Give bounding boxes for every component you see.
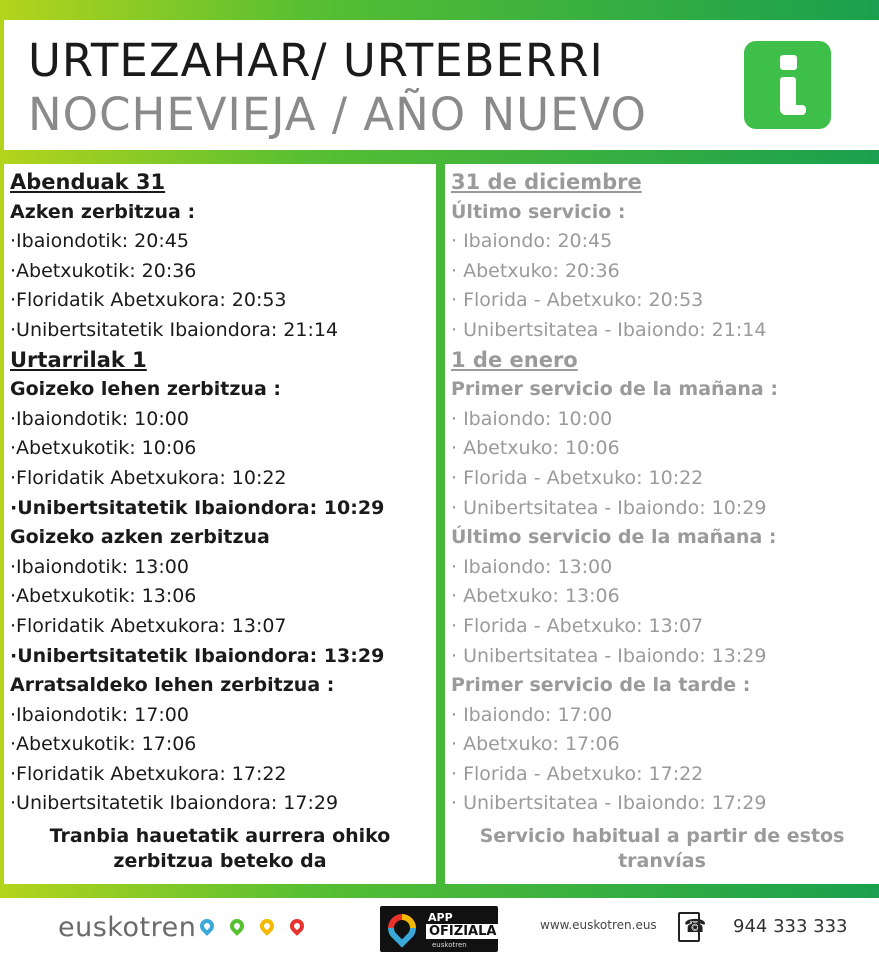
schedule-entry: · Ibaiondo: 13:00 [451,555,613,578]
schedule-entry: · Florida - Abetxuko: 10:22 [451,466,704,489]
schedule-entry: ·Abetxukotik: 17:06 [10,733,197,756]
schedule-heading: Goizeko azken zerbitzua [10,526,270,549]
schedule-date: 1 de enero [451,347,578,372]
app-badge[interactable] [380,906,498,952]
schedule-entry: · Unibertsitatea - Ibaiondo: 13:29 [451,644,767,667]
schedule-entry: · Ibaiondo: 20:45 [451,230,613,253]
schedule-heading: Azken zerbitzua : [10,200,196,223]
schedule-heading: Primer servicio de la mañana : [451,378,778,401]
schedule-entry: · Florida - Abetxuko: 13:07 [451,614,704,637]
schedule-date: Urtarrilak 1 [10,347,147,372]
basque-note-line1: Tranbia hauetatik aurrera ohiko [49,825,391,847]
title-basque: URTEZAHAR/ URTEBERRI [28,34,604,87]
schedule-entry: · Abetxuko: 13:06 [451,585,620,608]
phone-number[interactable]: 944 333 333 [733,916,848,937]
pin-icon [287,916,307,936]
schedule-entry: ·Abetxukotik: 13:06 [10,585,197,608]
app-badge-line3: euskotren [432,941,467,949]
schedule-entry: ·Abetxukotik: 10:06 [10,437,197,460]
schedule-entry: ·Unibertsitatetik Ibaiondora: 13:29 [10,644,385,667]
schedule-entry: ·Unibertsitatetik Ibaiondora: 21:14 [10,318,339,341]
spanish-panel [445,164,879,884]
app-logo-icon [382,908,422,948]
schedule-entry: ·Floridatik Abetxukora: 10:22 [10,466,287,489]
schedule-entry: ·Unibertsitatetik Ibaiondora: 10:29 [10,496,385,519]
schedule-entry: · Florida - Abetxuko: 20:53 [451,289,704,312]
schedule-heading: Último servicio : [451,200,626,223]
schedule-entry: · Ibaiondo: 17:00 [451,703,613,726]
spanish-note-line1: Servicio habitual a partir de estos [479,825,845,847]
schedule-entry: ·Ibaiondotik: 10:00 [10,407,189,430]
schedule-entry: ·Ibaiondotik: 20:45 [10,230,189,253]
schedule-entry: · Abetxuko: 20:36 [451,259,620,282]
schedule-heading: Goizeko lehen zerbitzua : [10,378,281,401]
footer-bar [0,898,879,958]
schedule-entry: · Abetxuko: 10:06 [451,437,620,460]
spanish-note [445,824,879,874]
spanish-schedule [451,168,778,819]
schedule-entry: · Ibaiondo: 10:00 [451,407,613,430]
spanish-note-line2: tranvías [618,850,706,872]
schedule-date: Abenduak 31 [10,170,166,194]
pin-icon [197,916,217,936]
schedule-entry: ·Floridatik Abetxukora: 13:07 [10,614,287,637]
phone-icon: ☎ [678,912,700,942]
schedule-entry: · Unibertsitatea - Ibaiondo: 10:29 [451,496,767,519]
schedule-entry: ·Floridatik Abetxukora: 17:22 [10,762,287,785]
schedule-entry: · Abetxuko: 17:06 [451,733,620,756]
header [4,20,879,150]
basque-schedule [10,168,384,819]
schedule-heading: Arratsaldeko lehen zerbitzua : [10,674,335,697]
info-icon [744,41,831,129]
basque-note-line2: zerbitzua beteko da [113,850,327,872]
schedule-entry: ·Abetxukotik: 20:36 [10,259,197,282]
pin-icon [227,916,247,936]
schedule-heading: Último servicio de la mañana : [451,526,777,549]
brand-pins [200,918,320,937]
schedule-heading: Primer servicio de la tarde : [451,674,751,697]
schedule-entry: ·Unibertsitatetik Ibaiondora: 17:29 [10,792,339,815]
basque-note [4,824,436,874]
schedule-date: 31 de diciembre [451,170,642,194]
app-badge-line1: APP [428,911,453,924]
euskotren-logo: euskotren [58,912,197,943]
schedule-entry: · Unibertsitatea - Ibaiondo: 17:29 [451,792,767,815]
schedule-entry: ·Ibaiondotik: 17:00 [10,703,189,726]
schedule-entry: ·Ibaiondotik: 13:00 [10,555,189,578]
schedule-entry: ·Floridatik Abetxukora: 20:53 [10,289,287,312]
app-badge-line2: OFIZIALA [426,924,499,939]
schedule-entry: · Unibertsitatea - Ibaiondo: 21:14 [451,318,767,341]
website-link[interactable]: www.euskotren.eus [540,918,657,932]
schedule-entry: · Florida - Abetxuko: 17:22 [451,762,704,785]
pin-icon [257,916,277,936]
title-spanish: NOCHEVIEJA / AÑO NUEVO [28,88,647,141]
basque-panel [4,164,436,884]
